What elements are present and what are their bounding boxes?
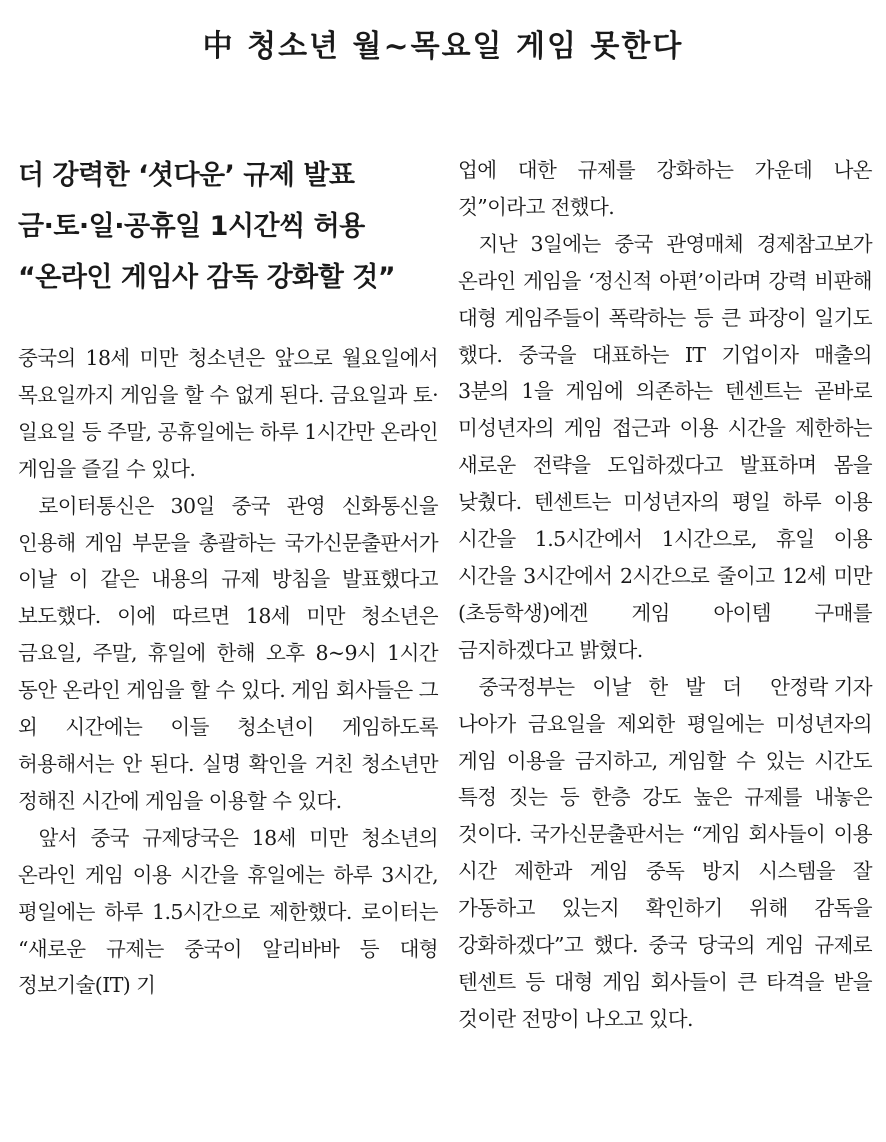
article-headline: 中 청소년 월~목요일 게임 못한다 bbox=[202, 29, 684, 64]
body-column-right bbox=[458, 152, 872, 1038]
subheading: 금·토·일·공휴일 1시간씩 허용 bbox=[18, 211, 365, 242]
body-paragraph: 지난 3일에는 중국 관영매체 경제참고보가 온라인 게임을 ‘정신적 아편’이라며 강력 비판해 대형 게임주들이 폭락하는 등 큰 파장이 일기도 했다. 중국을 대표하는 IT 기업이자 매출의 3분의 1을 게임에 의존하는 텐센트는 곧바로 미성년자의 게임 접근과 이용 시간을 제한하는 새로운 전략을 도입하겠다고 발표하며 몸을 낮췄다. 텐센트는 미성년자의 평일 하루 이용 시간을 1.5시간에서 1시간으로, 휴일 이용 시간을 3시간에서 2시간으로 줄이고 12세 미만(초등학생)에겐 게임 아이템 구매를 금지하겠다고 밝혔다. bbox=[458, 231, 872, 662]
byline: 안정락 기자 bbox=[770, 674, 872, 699]
body-column-left bbox=[18, 340, 438, 1004]
body-paragraph: 로이터통신은 30일 중국 관영 신화통신을 인용해 게임 부문을 총괄하는 국가신문출판서가 이날 이 같은 내용의 규제 방침을 발표했다고 보도했다. 이에 따르면 18세 미만 청소년은 금요일, 주말, 휴일에 한해 오후 8~9시 1시간 동안 온라인 게임을 할 수 있다. 게임 회사들은 그 외 시간에는 이들 청소년이 게임하도록 허용해서는 안 된다. 실명 확인을 거친 청소년만 정해진 시간에 게임을 이용할 수 있다. bbox=[18, 493, 438, 813]
body-paragraph-text: 중국정부는 이날 한 발 더 나아가 금요일을 제외한 평일에는 미성년자의 게임 이용을 금지하고, 게임할 수 있는 시간도 특정 짓는 등 한층 강도 높은 규제를 내놓은 것이다. 국가신문출판서는 “게임 회사들이 이용 시간 제한과 게임 중독 방지 시스템을 잘 가동하고 있는지 확인하기 위해 감독을 강화하겠다”고 했다. 중국 당국의 게임 규제로 텐센트 등 대형 게임 회사들이 큰 타격을 받을 것이란 전망이 나오고 있다. bbox=[458, 674, 872, 1031]
body-paragraph-last bbox=[458, 669, 872, 1038]
body-paragraph: 업에 대한 규제를 강화하는 가운데 나온 것”이라고 전했다. bbox=[458, 158, 872, 219]
subheading: 더 강력한 ‘셧다운’ 규제 발표 bbox=[18, 160, 355, 191]
subheadings bbox=[18, 150, 438, 303]
subheading: “온라인 게임사 감독 강화할 것” bbox=[18, 262, 396, 293]
body-paragraph: 앞서 중국 규제당국은 18세 미만 청소년의 온라인 게임 이용 시간을 휴일에는 하루 3시간, 평일에는 하루 1.5시간으로 제한했다. 로이터는 “새로운 규제는 중국이 알리바바 등 대형 정보기술(IT) 기 bbox=[18, 825, 438, 998]
body-paragraph: 중국의 18세 미만 청소년은 앞으로 월요일에서 목요일까지 게임을 할 수 없게 된다. 금요일과 토·일요일 등 주말, 공휴일에는 하루 1시간만 온라인 게임을 즐길 수 있다. bbox=[18, 346, 438, 481]
